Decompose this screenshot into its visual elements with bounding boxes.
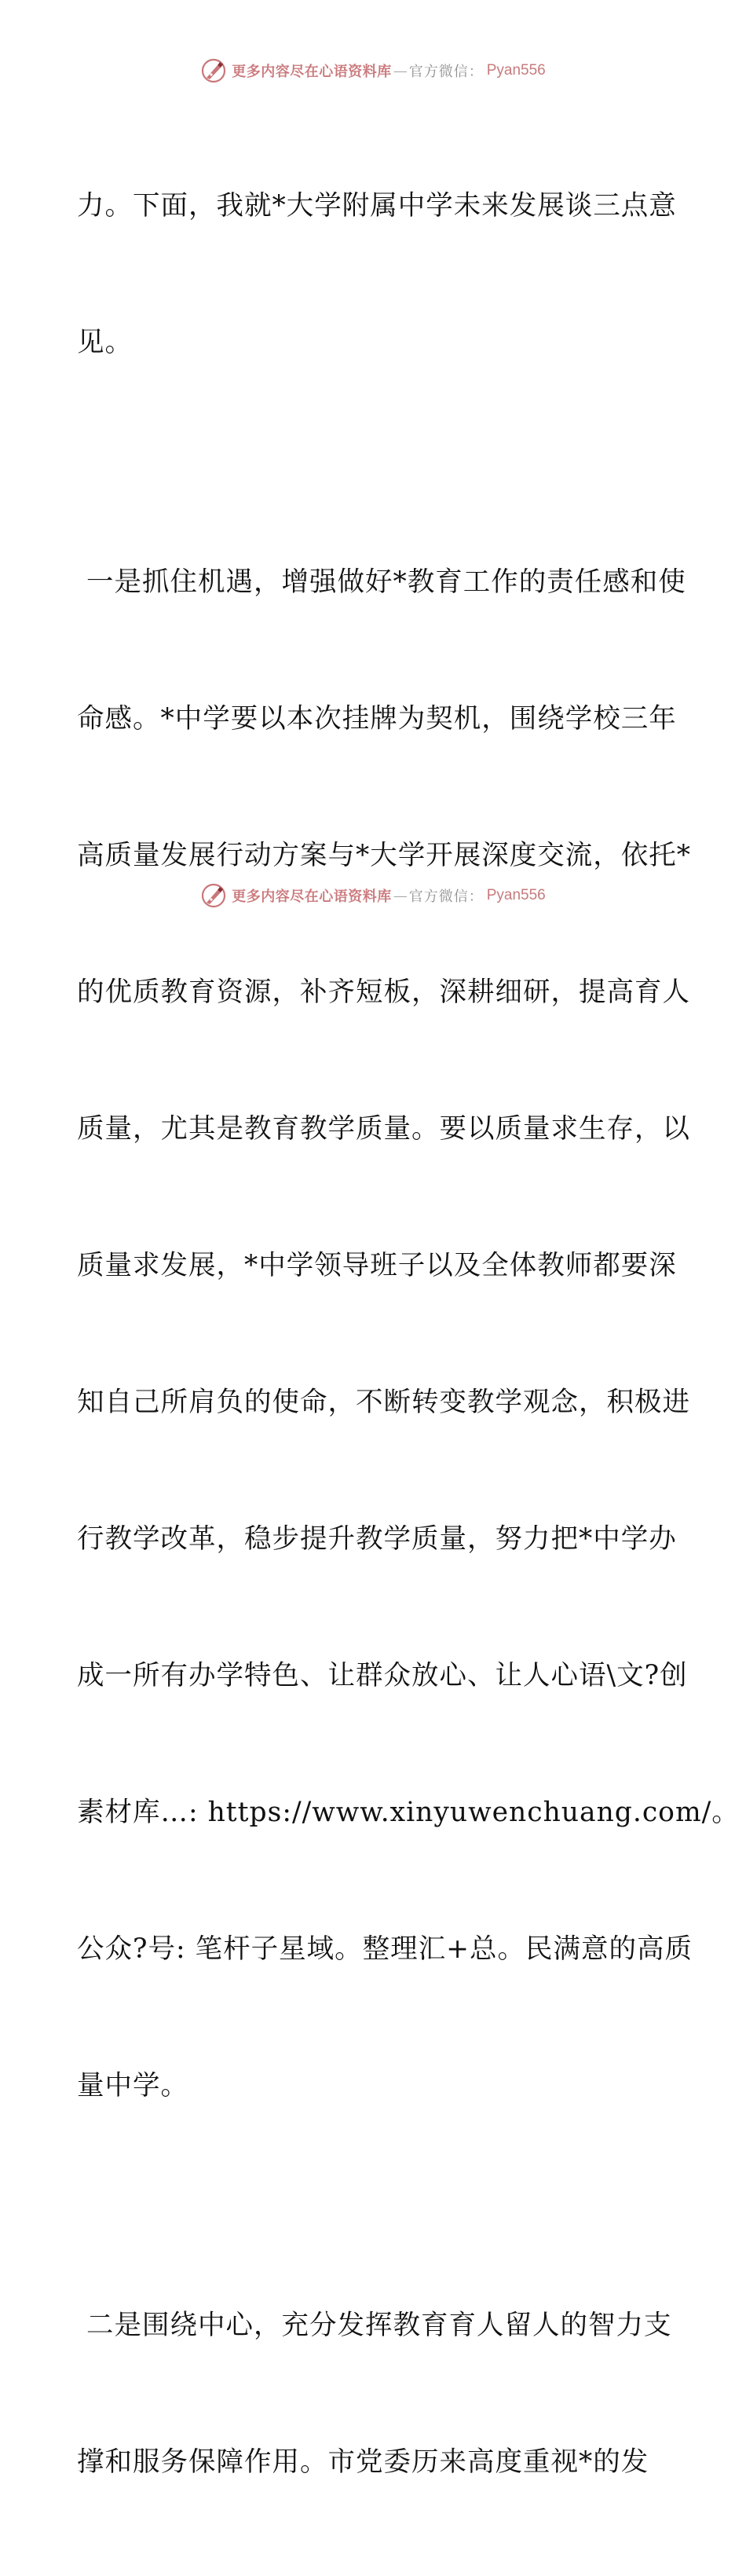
text-line: 见。 — [77, 327, 133, 358]
watermark-dash: — — [393, 887, 408, 904]
text-line: 命感。*中学要以本次挂牌为契机，围绕学校三年 — [77, 703, 677, 735]
pen-nib-logo-icon — [200, 57, 227, 84]
watermark-wechat-id: Pyan556 — [486, 887, 546, 903]
watermark-official-label: 官方微信： — [408, 889, 484, 905]
watermark-brand-text: 更多内容尽在心语资料库 — [232, 64, 392, 80]
text-line: 行教学改革，稳步提升教学质量，努力把*中学办 — [77, 1523, 677, 1555]
text-line: 撑和服务保障作用。市党委历来高度重视*的发 — [77, 2446, 649, 2478]
text-line: 一是抓住机遇，增强做好*教育工作的责任感和使 — [77, 566, 686, 598]
text-line-link: 素材库…: https://www.xinyuwenchuang.com/。 — [77, 1797, 740, 1828]
text-line: 力。下面，我就*大学附属中学未来发展谈三点意 — [77, 190, 677, 222]
text-line: 高质量发展行动方案与*大学开展深度交流，依托* — [77, 840, 691, 871]
paragraph-point-one — [77, 468, 740, 2200]
watermark-brand-text: 更多内容尽在心语资料库 — [232, 889, 392, 905]
watermark-wechat-id: Pyan556 — [486, 62, 546, 79]
text-line: 质量，尤其是教育教学质量。要以质量求生存，以 — [77, 1113, 690, 1145]
paragraph-point-two — [77, 2211, 674, 2576]
text-line: 二是围绕中心，充分发挥教育育人留人的智力支 — [77, 2310, 672, 2341]
text-line: 的优质教育资源，补齐短板，深耕细研，提高育人 — [77, 977, 690, 1008]
document-body — [77, 92, 740, 2576]
watermark-header — [0, 55, 746, 86]
watermark-footer — [0, 880, 746, 911]
watermark-official-label: 官方微信： — [408, 64, 484, 80]
text-line: 量中学。 — [77, 2070, 188, 2101]
watermark-dash: — — [393, 62, 408, 79]
text-line: 知自己所肩负的使命，不断转变教学观念，积极进 — [77, 1387, 690, 1418]
text-line: 公众?号: 笔杆子星域。整理汇+总。民满意的高质 — [77, 1933, 693, 1965]
text-line: 成一所有办学特色、让群众放心、让人心语\文?创 — [77, 1660, 688, 1691]
text-line: 质量求发展，*中学领导班子以及全体教师都要深 — [77, 1250, 677, 1281]
paragraph-intro — [77, 92, 677, 456]
pen-nib-logo-icon — [200, 882, 227, 909]
